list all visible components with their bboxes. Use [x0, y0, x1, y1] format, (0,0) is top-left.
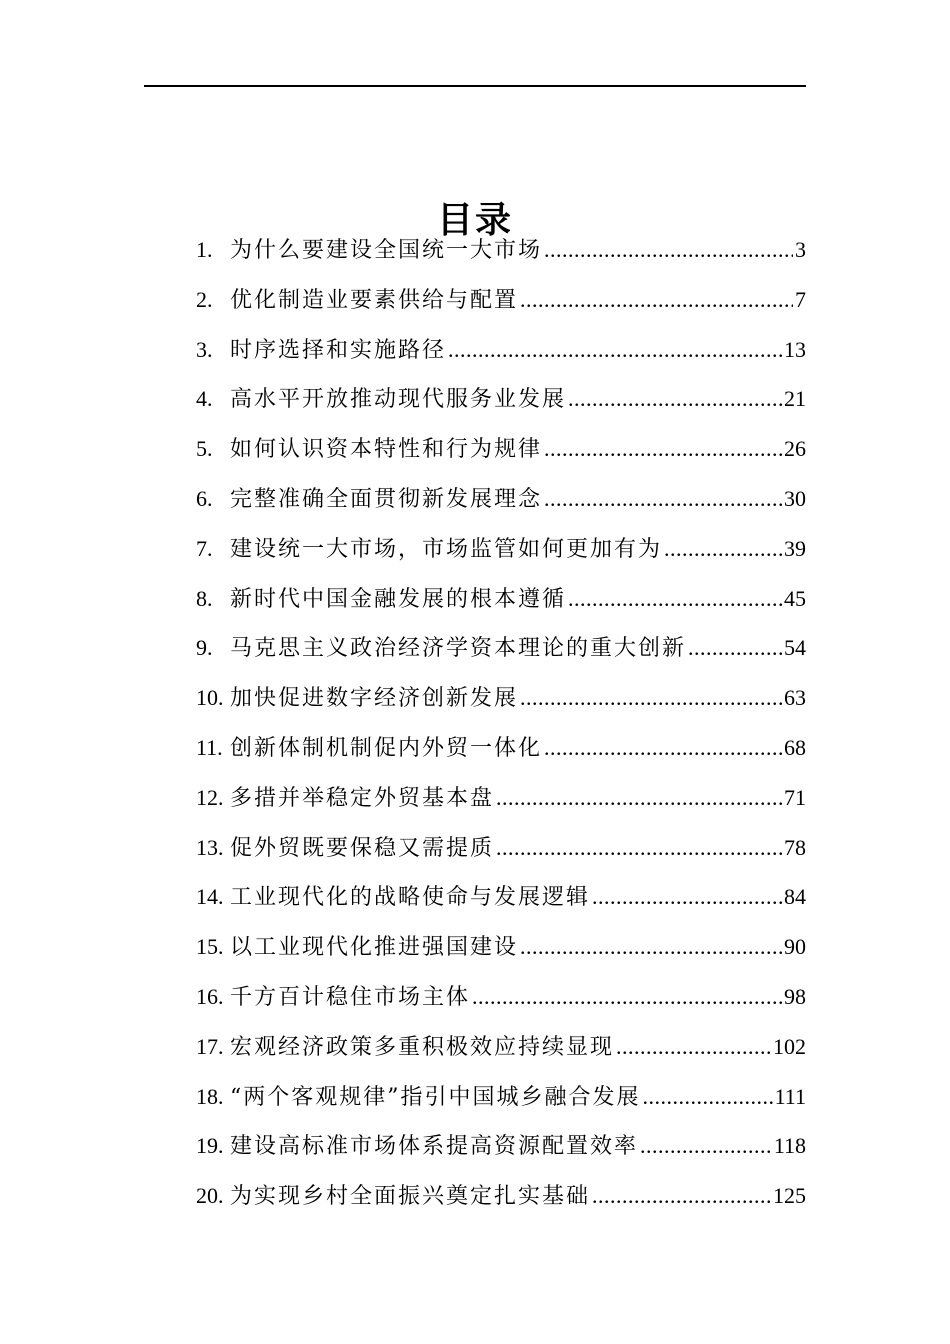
toc-entry-page: 54	[784, 635, 806, 661]
toc-dot-leader	[592, 877, 782, 917]
toc-entry-number: 2.	[196, 286, 213, 312]
toc-dot-leader	[544, 728, 782, 768]
toc-entry-page: 84	[784, 884, 806, 910]
toc-dot-leader	[616, 1027, 771, 1067]
toc-entry-title: 工业现代化的战略使命与发展逻辑	[230, 885, 591, 911]
toc-entry-number: 8.	[196, 585, 213, 611]
toc-entry-page: 71	[784, 784, 806, 810]
toc-entry[interactable]	[196, 529, 806, 579]
toc-entry-page: 68	[784, 734, 806, 760]
toc-dot-leader	[520, 678, 782, 718]
toc-entry[interactable]	[196, 330, 806, 380]
toc-entry[interactable]	[196, 927, 806, 977]
toc-entry[interactable]	[196, 977, 806, 1027]
toc-entry-title: 以工业现代化推进强国建设	[230, 935, 519, 961]
toc-entry[interactable]	[196, 230, 806, 280]
toc-dot-leader	[520, 927, 782, 967]
toc-entry-title: 高水平开放推动现代服务业发展	[230, 387, 567, 413]
toc-entry[interactable]	[196, 1027, 806, 1077]
toc-entry-number: 14.	[196, 884, 224, 910]
header-rule	[144, 85, 806, 87]
toc-entry-number: 20.	[196, 1183, 224, 1209]
toc-dot-leader	[592, 1176, 771, 1216]
toc-dot-leader	[544, 429, 782, 469]
page-title: 目录	[436, 199, 513, 242]
toc-entry[interactable]	[196, 877, 806, 927]
toc-dot-leader	[520, 280, 793, 320]
toc-entry-number: 5.	[196, 436, 213, 462]
toc-entry-number: 12.	[196, 784, 224, 810]
toc-entry[interactable]	[196, 1176, 806, 1226]
toc-entry-number: 7.	[196, 535, 213, 561]
toc-entry-page: 111	[774, 1083, 806, 1109]
toc-entry-page: 39	[784, 535, 806, 561]
toc-entry-page: 13	[784, 336, 806, 362]
toc-entry-page: 78	[784, 834, 806, 860]
toc-dot-leader	[643, 1077, 773, 1117]
toc-entry-page: 125	[773, 1183, 806, 1209]
toc-entry-page: 45	[784, 585, 806, 611]
toc-dot-leader	[568, 579, 782, 619]
toc-entry-title: 千方百计稳住市场主体	[230, 984, 471, 1010]
toc-entry[interactable]	[196, 429, 806, 479]
toc-entry-number: 6.	[196, 485, 213, 511]
toc-list	[196, 230, 806, 1226]
toc-dot-leader	[688, 628, 782, 668]
toc-entry-page: 30	[784, 485, 806, 511]
toc-entry-number: 17.	[196, 1033, 224, 1059]
toc-entry[interactable]	[196, 280, 806, 330]
toc-entry-page: 63	[784, 685, 806, 711]
toc-entry-title: 创新体制机制促内外贸一体化	[230, 735, 543, 761]
toc-entry[interactable]	[196, 1077, 806, 1127]
toc-dot-leader	[496, 778, 782, 818]
toc-entry-number: 18.	[196, 1083, 224, 1109]
toc-entry-number: 10.	[196, 685, 224, 711]
toc-entry-page: 118	[773, 1133, 806, 1159]
toc-entry-number: 4.	[196, 386, 213, 412]
toc-entry-number: 16.	[196, 983, 224, 1009]
toc-entry-page: 102	[773, 1033, 806, 1059]
toc-dot-leader	[544, 479, 782, 519]
toc-entry[interactable]	[196, 1126, 806, 1176]
toc-entry-page: 90	[784, 934, 806, 960]
toc-entry-title: 为实现乡村全面振兴奠定扎实基础	[230, 1184, 591, 1210]
toc-entry[interactable]	[196, 778, 806, 828]
toc-entry[interactable]	[196, 728, 806, 778]
toc-entry-title: 为什么要建设全国统一大市场	[230, 238, 543, 263]
toc-dot-leader	[664, 529, 782, 569]
toc-entry[interactable]	[196, 479, 806, 529]
toc-dot-leader	[544, 230, 793, 270]
toc-dot-leader	[568, 379, 782, 419]
toc-entry-title: 多措并举稳定外贸基本盘	[230, 785, 495, 811]
toc-dot-leader	[496, 828, 782, 868]
toc-entry-title: 新时代中国金融发展的根本遵循	[230, 586, 567, 612]
toc-entry-number: 19.	[196, 1133, 224, 1159]
toc-entry-title: 建设统一大市场，市场监管如何更加有为	[230, 536, 663, 562]
toc-entry-number: 1.	[196, 237, 213, 262]
toc-entry-title: 宏观经济政策多重积极效应持续显现	[230, 1034, 615, 1060]
toc-entry-title: 加快促进数字经济创新发展	[230, 686, 519, 712]
toc-entry[interactable]	[196, 678, 806, 728]
toc-dot-leader	[472, 977, 782, 1017]
toc-entry[interactable]	[196, 828, 806, 878]
toc-entry-title: 马克思主义政治经济学资本理论的重大创新	[230, 636, 687, 662]
toc-entry-title: 如何认识资本特性和行为规律	[230, 437, 543, 463]
toc-entry-title: 优化制造业要素供给与配置	[230, 287, 519, 313]
toc-entry-number: 3.	[196, 336, 213, 362]
toc-entry[interactable]	[196, 579, 806, 629]
toc-entry[interactable]	[196, 379, 806, 429]
toc-entry-number: 9.	[196, 635, 213, 661]
toc-entry-title: 建设高标准市场体系提高资源配置效率	[230, 1134, 639, 1160]
toc-entry-number: 11.	[196, 734, 223, 760]
toc-entry-page: 7	[795, 286, 806, 312]
toc-entry-title: 完整准确全面贯彻新发展理念	[230, 486, 543, 512]
toc-entry-title: 时序选择和实施路径	[230, 337, 447, 363]
toc-entry-number: 15.	[196, 934, 224, 960]
toc-entry[interactable]	[196, 628, 806, 678]
toc-entry-page: 26	[784, 436, 806, 462]
toc-entry-title: 促外贸既要保稳又需提质	[230, 835, 495, 861]
toc-entry-title: “两个客观规律”指引中国城乡融合发展	[230, 1084, 641, 1110]
toc-entry-page: 3	[795, 237, 806, 262]
toc-dot-leader	[448, 330, 782, 370]
toc-entry-number: 13.	[196, 834, 224, 860]
toc-entry-page: 98	[784, 983, 806, 1009]
toc-entry-page: 21	[784, 386, 806, 412]
toc-dot-leader	[640, 1126, 772, 1166]
